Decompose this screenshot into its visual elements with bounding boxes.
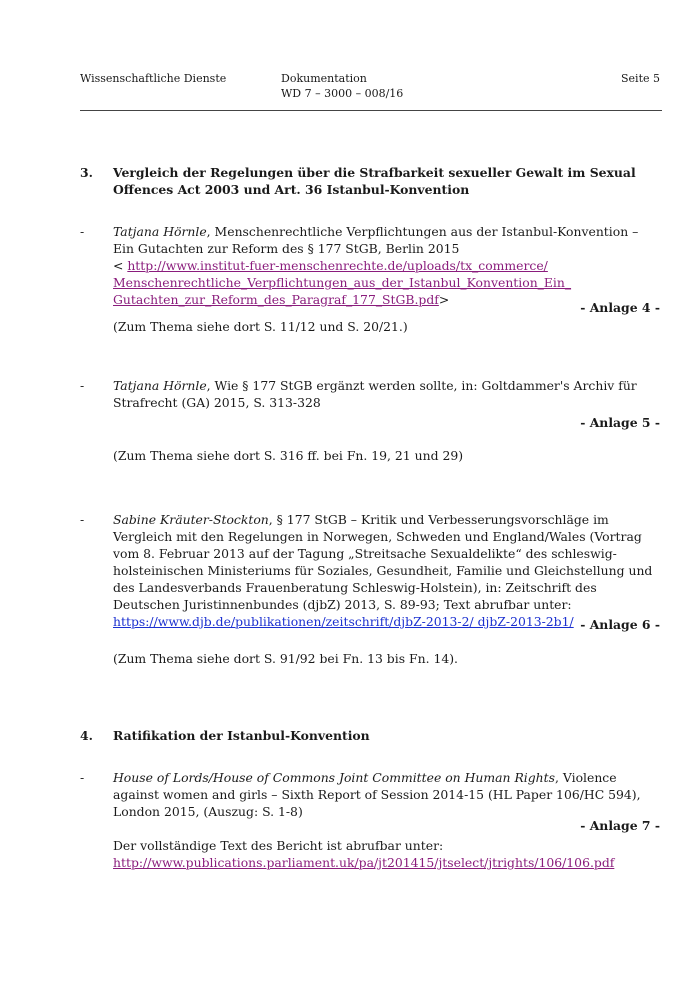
entry-dash: - (80, 224, 85, 239)
header-doc-type: Dokumentation (281, 72, 367, 85)
entry-link[interactable]: http://www.institut-fuer-menschenrechte.de/uploads/tx_commerce/ Menschenrechtliche_Verpflichtungen_aus_der_Istanbul_Konvention_Ein_ Gutachten_zur_Reform_des_Paragraf_177_StGB.pdf (113, 258, 572, 307)
entry-hoernle-ga (80, 377, 660, 411)
header-org: Wissenschaftliche Dienste (80, 72, 227, 85)
section-3-number: 3. (80, 165, 93, 180)
anlage-4-label: - Anlage 4 - (580, 300, 660, 315)
entry-dash: - (80, 512, 85, 527)
entry-author: Sabine Kräuter-Stockton (113, 512, 269, 527)
entry-link[interactable]: https://www.djb.de/publikationen/zeitschrift/djbZ-2013-2/ djbZ-2013-2b1/ (113, 614, 574, 629)
entry-dash: - (80, 378, 85, 393)
header-doc-info (281, 71, 403, 101)
entry-hoernle-gutachten (80, 223, 660, 308)
entry-text: , Wie § 177 StGB ergänzt werden sollte, in: Goltdammer's Archiv für Strafrecht (GA) 2015, S. 313-328 (113, 378, 637, 410)
section-3-heading (80, 164, 662, 198)
entry-text: , § 177 StGB – Kritik und Verbesserungsvorschläge im Vergleich mit den Regelungen in Norwegen, Schweden und England/Wales (Vortrag vom 8. Februar 2013 auf der Tagung „Streitsache Sexualdelikte“ des schleswig-holsteinischen Ministeriums für Soziales, Gesundheit, Familie und Gleichstellung und des Landesverbands Frauenberatung Schleswig-Holstein), in: Zeitschrift des Deutschen Juristinnenbundes (djbZ) 2013, S. 89-93; Text abrufbar unter: (113, 512, 653, 612)
entry-note (113, 837, 614, 871)
header-rule (80, 110, 662, 111)
section-4-number: 4. (80, 728, 93, 743)
section-4-title: Ratifikation der Istanbul-Konvention (113, 728, 370, 743)
header-page-number: Seite 5 (621, 72, 660, 85)
anlage-6-label: - Anlage 6 - (580, 617, 660, 632)
entry-text: , Menschenrechtliche Verpflichtungen aus der Istanbul-Konvention – Ein Gutachten zur Reform des § 177 StGB, Berlin 2015 (113, 224, 639, 256)
entry-author: Tatjana Hörnle (113, 224, 207, 239)
entry-note: (Zum Thema siehe dort S. 91/92 bei Fn. 13 bis Fn. 14). (113, 651, 458, 666)
section-3-title: Vergleich der Regelungen über die Strafbarkeit sexueller Gewalt im Sexual Offences Act 2003 und Art. 36 Istanbul-Konvention (113, 165, 636, 197)
entry-note: (Zum Thema siehe dort S. 11/12 und S. 20/21.) (113, 319, 408, 334)
anlage-7-label: - Anlage 7 - (580, 818, 660, 833)
entry-author: House of Lords/House of Commons Joint Committee on Human Rights (113, 770, 555, 785)
entry-text: , Violence against women and girls – Sixth Report of Session 2014-15 (HL Paper 106/HC 594), London 2015, (Auszug: S. 1-8) (113, 770, 641, 819)
anlage-5-label: - Anlage 5 - (580, 415, 660, 430)
entry-note-text: Der vollständige Text des Bericht ist abrufbar unter: (113, 838, 444, 853)
entry-kraeuter-stockton (80, 511, 660, 630)
entry-author: Tatjana Hörnle (113, 378, 207, 393)
entry-note: (Zum Thema siehe dort S. 316 ff. bei Fn. 19, 21 und 29) (113, 448, 464, 463)
link-suffix: > (438, 292, 450, 307)
header-doc-number: WD 7 – 3000 – 008/16 (281, 87, 404, 100)
section-4-heading (80, 727, 662, 744)
entry-link[interactable]: http://www.publications.parliament.uk/pa/jt201415/jtselect/jtrights/106/106.pdf (113, 855, 615, 870)
entry-joint-committee (80, 769, 660, 820)
entry-dash: - (80, 770, 85, 785)
link-prefix: < (113, 258, 128, 273)
